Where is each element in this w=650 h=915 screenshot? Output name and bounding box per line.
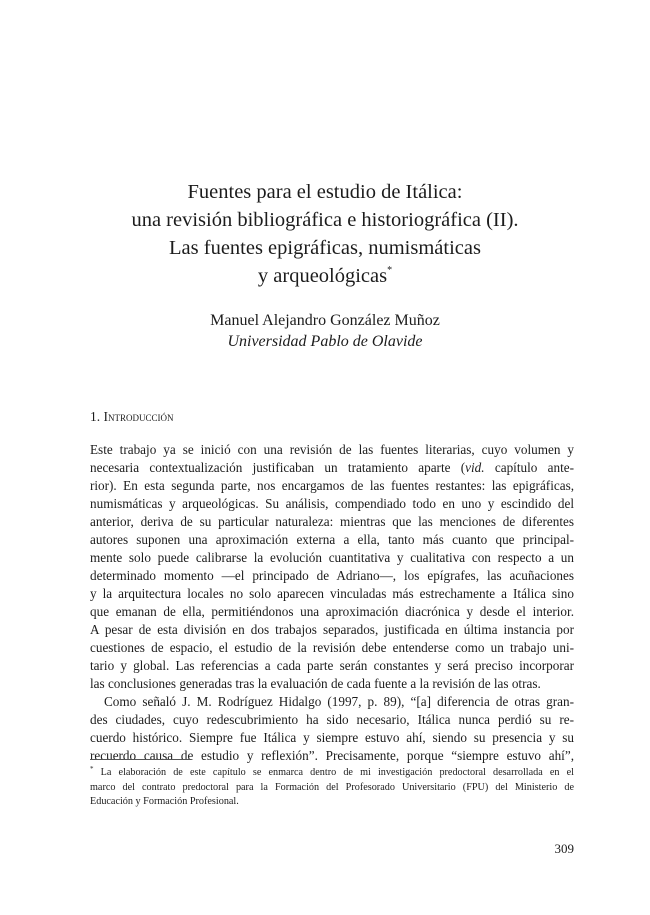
- body-line: numismáticas y arqueológicas. Su análisis, compendiado todo en uno y escindido del: [90, 496, 574, 511]
- body-line: recuerdo causa de estudio y reflexión”. Precisamente, porque “siempre estuvo ahí”,: [90, 748, 574, 763]
- section-heading: [90, 408, 174, 426]
- section-title: Introducción: [103, 409, 174, 424]
- body-text: [90, 441, 574, 765]
- body-line: y la arquitectura locales no solo aparecen vinculadas más estrechamente a Itálica sino: [90, 586, 574, 601]
- body-line: [90, 459, 574, 477]
- body-line: rior). En esta segunda parte, nos encargamos de las fuentes restantes: las epigráficas,: [90, 478, 574, 493]
- title-line-3: Las fuentes epigráficas, numismáticas: [169, 237, 481, 259]
- page-number: 309: [554, 841, 574, 856]
- body-line: des ciudades, cuyo redescubrimiento ha sido necesario, Itálica nunca perdió su re-: [90, 712, 574, 727]
- body-line-part: capítulo ante-: [484, 460, 574, 475]
- author-block: [60, 310, 590, 352]
- title-footnote-marker: *: [387, 265, 393, 276]
- body-line: determinado momento —el principado de Adriano—, los epígrafes, las acuñaciones: [90, 568, 574, 583]
- footnote: [90, 766, 574, 810]
- footnote-line: marco del contrato predoctoral para la Formación del Profesorado Universitario (FPU) del Ministerio de: [90, 781, 574, 793]
- footnote-line-text: La elaboración de este capítulo se enmarca dentro de mi investigación predoctoral desarrollada en el: [100, 767, 575, 778]
- body-line: A pesar de esta división en dos trabajos separados, justificada en última instancia por: [90, 622, 574, 637]
- body-line: que emanan de ella, permitiéndonos una aproximación diacrónica y desde el interior.: [90, 604, 574, 619]
- body-line: cuestiones de espacio, el estudio de la revisión debe entenderse como un trabajo uni-: [90, 640, 574, 655]
- author-affiliation: Universidad Pablo de Olavide: [227, 333, 423, 350]
- body-line: Como señaló J. M. Rodríguez Hidalgo (1997, p. 89), “[a] diferencia de otras gran-: [104, 694, 574, 709]
- body-line: anterior, deriva de su particular naturaleza: mientras que las menciones de diferentes: [90, 514, 574, 529]
- footnote-line: Educación y Formación Profesional.: [90, 796, 239, 807]
- footnote-divider: [90, 759, 190, 760]
- footnote-line: [90, 766, 574, 781]
- title-line-1: Fuentes para el estudio de Itálica:: [187, 181, 463, 203]
- body-line-part: vid.: [465, 460, 485, 475]
- title-line-4: [60, 262, 590, 290]
- section-number: 1.: [90, 409, 101, 424]
- body-line: Este trabajo ya se inició con una revisión de las fuentes literarias, cuyo volumen y: [90, 442, 574, 457]
- body-line: mente solo puede calibrarse la evolución cuantitativa y cualitativa con respecto a un: [90, 550, 574, 565]
- body-line-part: necesaria contextualización justificaban un tratamiento aparte (: [90, 460, 466, 475]
- title-line-4-text: y arqueológicas: [257, 265, 388, 287]
- chapter-title: [60, 178, 590, 290]
- body-line: autores suponen una aproximación externa a ella, tanto más cuanto que principal-: [90, 532, 574, 547]
- footnote-marker: *: [90, 765, 94, 773]
- body-line: las conclusiones generadas tras la evaluación de cada fuente a la revisión de las otras.: [90, 676, 541, 691]
- body-line: cuerdo histórico. Siempre fue Itálica y siempre estuvo ahí, siendo su presencia y su: [90, 730, 574, 745]
- author-name: Manuel Alejandro González Muñoz: [210, 312, 440, 329]
- title-line-2: una revisión bibliográfica e historiográfica (II).: [131, 209, 519, 231]
- body-line: tario y global. Las referencias a cada parte serán constantes y será preciso incorporar: [90, 658, 574, 673]
